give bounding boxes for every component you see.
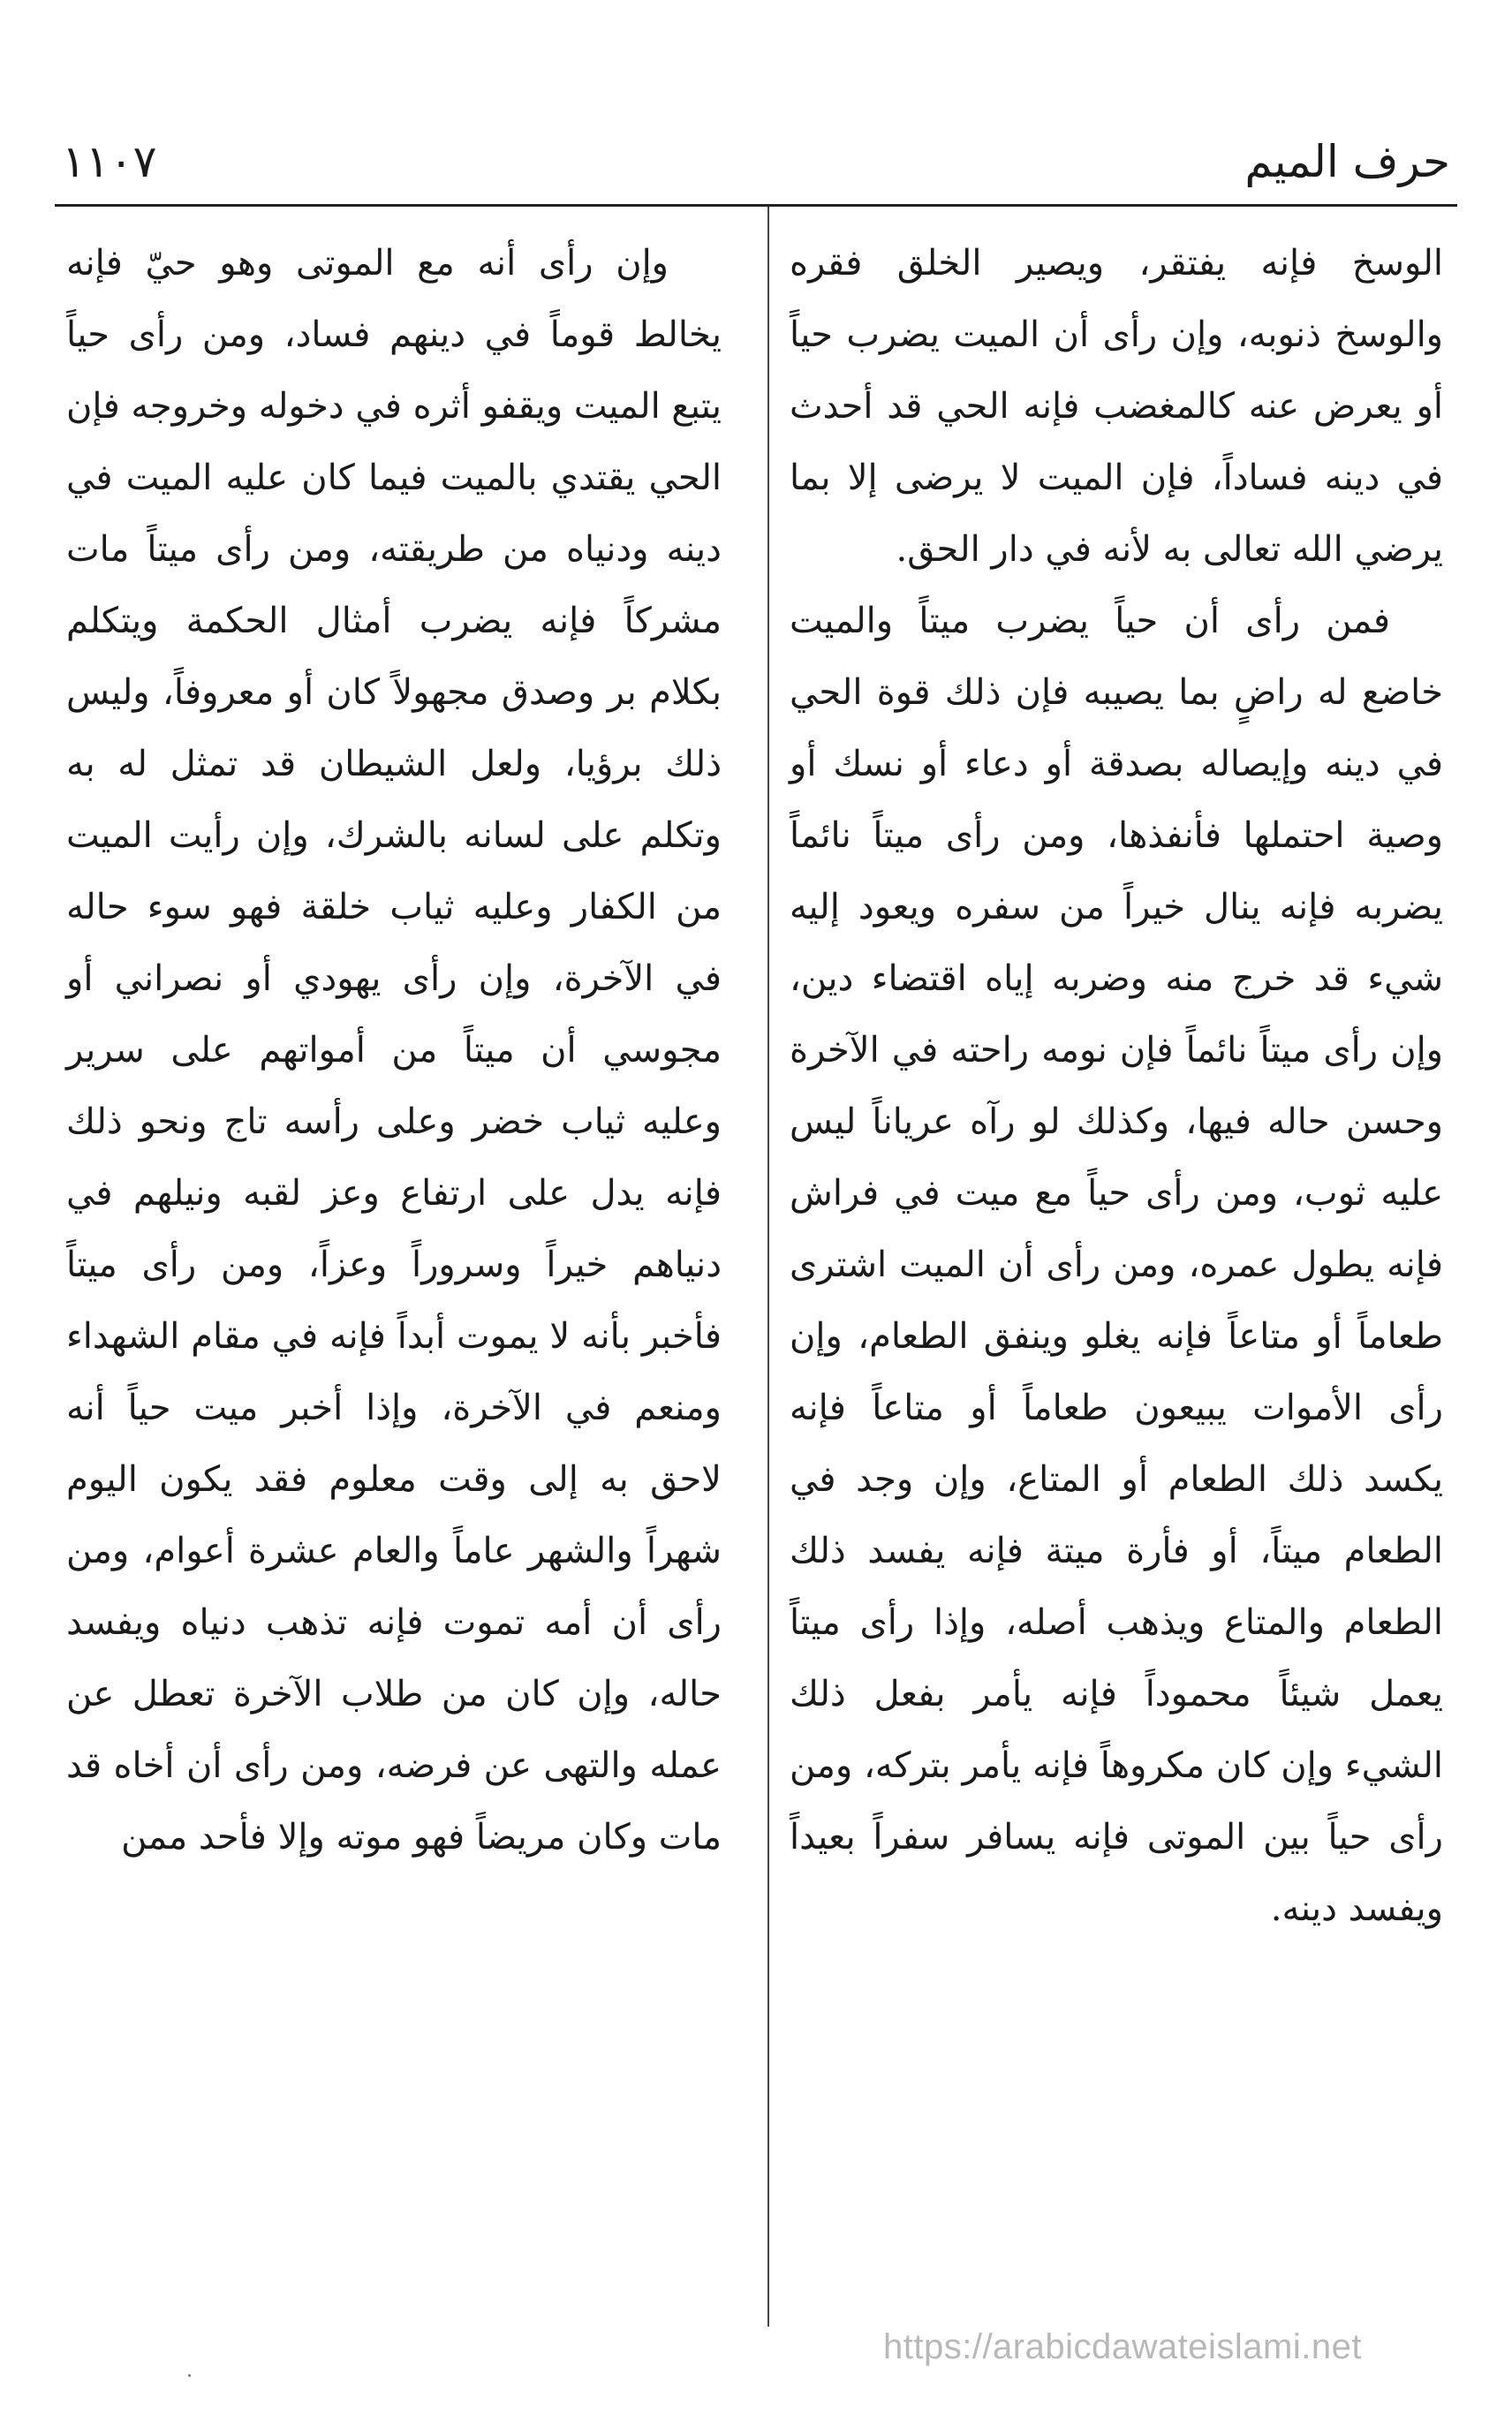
right-column-paragraph-2: فمن رأى أن حياً يضرب ميتاً والميت خاضع له راضٍ بما يصيبه فإن ذلك قوة الحي في دينه وإيصاله بصدقة أو دعاء أو نسك أو وصية احتملها فأنفذها، ومن رأى ميتاً نائماً يضربه فإنه ينال خيراً من سفره ويعود إليه شيء قد خرج منه وضربه إياه اقتضاء دين، وإن رأى ميتاً نائماً فإن نومه راحته في الآخرة وحسن حاله فيها، وكذلك لو رآه عرياناً ليس عليه ثوب، ومن رأى حياً مع ميت في فراش فإنه يطول عمره، ومن رأى أن الميت اشترى طعاماً أو متاعاً فإنه يغلو وينفق الطعام، وإن رأى الأموات يبيعون طعاماً أو متاعاً فإنه يكسد ذلك الطعام أو المتاع، وإن وجد في الطعام ميتاً، أو فأرة ميتة فإنه يفسد ذلك الطعام والمتاع ويذهب أصله، وإذا رأى ميتاً يعمل شيئاً محموداً فإنه يأمر بفعل ذلك الشيء وإن كان مكروهاً فإنه يأمر بتركه، ومن رأى حياً بين الموتى فإنه يسافر سفراً بعيداً ويفسد دينه. [790,601,1444,1929]
page-number: ١١٠٧ [62,136,157,187]
source-watermark: https://arabicdawateislami.net [883,2327,1362,2366]
left-column [66,228,722,1873]
column-divider [767,207,769,2327]
running-head: حرف الميم [1244,136,1450,187]
page-header [62,131,1450,201]
header-rule [55,204,1457,207]
left-column-paragraph-1: وإن رأى أنه مع الموتى وهو حيّ فإنه يخالط قوماً في دينهم فساد، ومن رأى حياً يتبع الميت ويقفو أثره في دخوله وخروجه فإن الحي يقتدي بالميت فيما كان عليه الميت في دينه ودنياه من طريقته، ومن رأى ميتاً مات مشركاً فإنه يضرب أمثال الحكمة ويتكلم بكلام بر وصدق مجهولاً كان أو معروفاً، وليس ذلك برؤيا، ولعل الشيطان قد تمثل له به وتكلم على لسانه بالشرك، وإن رأيت الميت من الكفار وعليه ثياب خلقة فهو سوء حاله في الآخرة، وإن رأى يهودي أو نصراني أو مجوسي أن ميتاً من أمواتهم على سرير وعليه ثياب خضر وعلى رأسه تاج ونحو ذلك فإنه يدل على ارتفاع وعز لقبه ونيلهم في دنياهم خيراً وسروراً وعزاً، ومن رأى ميتاً فأخبر بأنه لا يموت أبداً فإنه في مقام الشهداء ومنعم في الآخرة، وإذا أخبر ميت حياً أنه لاحق به إلى وقت معلوم فقد يكون اليوم شهراً والشهر عاماً والعام عشرة أعوام، ومن رأى أن أمه تموت فإنه تذهب دنياه ويفسد حاله، وإن كان من طلاب الآخرة تعطل عن عمله والتهى عن فرضه، ومن رأى أن أخاه قد مات وكان مريضاً فهو موته وإلا فأحد ممن [66,243,722,1858]
right-column-paragraph-1: الوسخ فإنه يفتقر، ويصير الخلق فقره والوسخ ذنوبه، وإن رأى أن الميت يضرب حياً أو يعرض عنه كالمغضب فإنه الحي قد أحدث في دينه فساداً، فإن الميت لا يرضى إلا بما يرضي الله تعالى به لأنه في دار الحق. [790,243,1443,570]
scan-speck [188,2374,191,2377]
right-column [790,228,1443,1945]
